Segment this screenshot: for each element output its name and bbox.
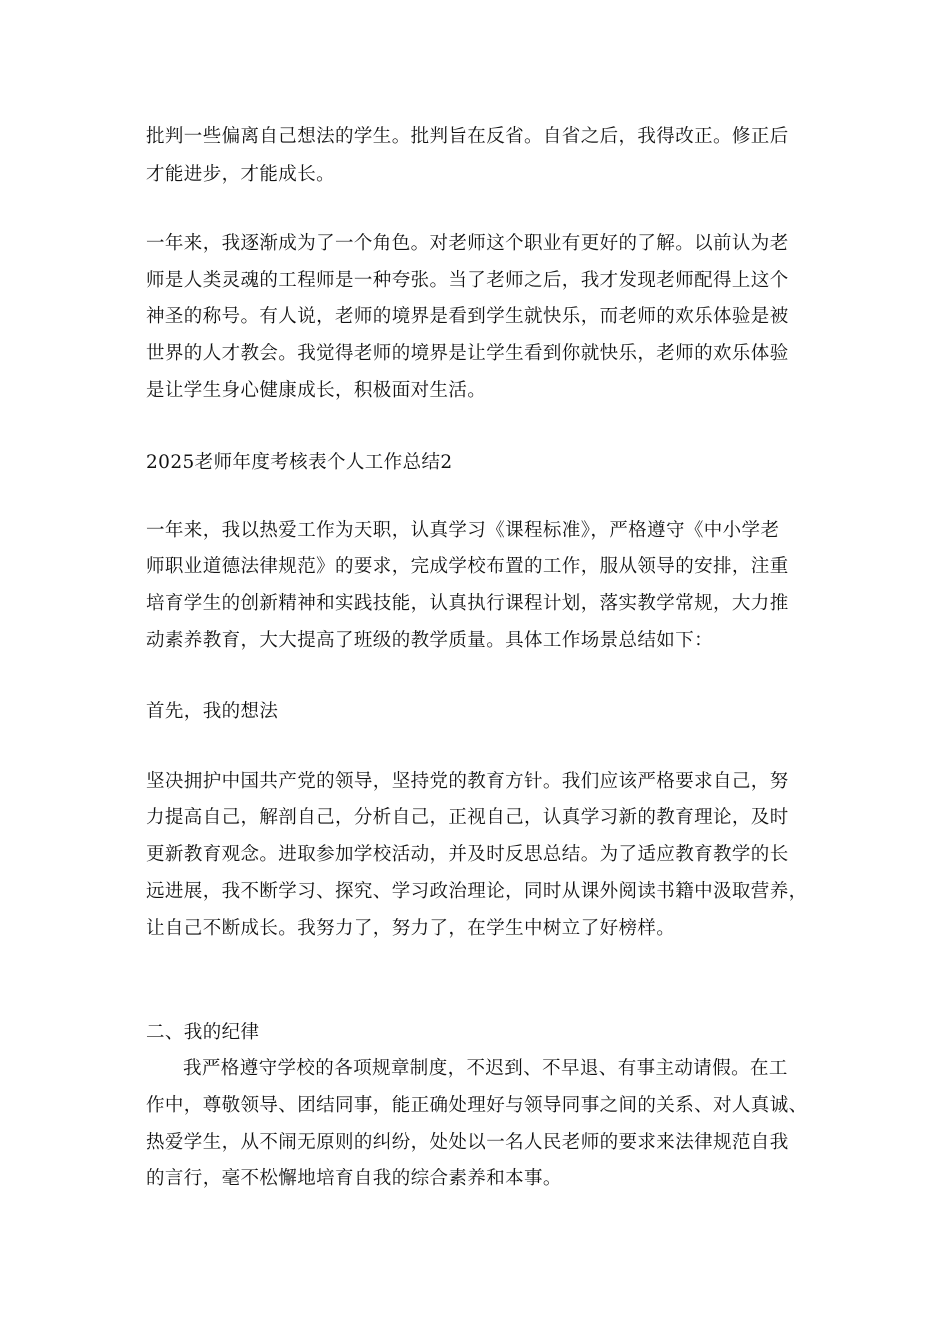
text-line: 一年来，我逐渐成为了一个角色。对老师这个职业有更好的了解。以前认为老 (146, 233, 789, 254)
text-line: 一年来，我以热爱工作为天职，认真学习《课程标准》，严格遵守《中小学老 (146, 520, 780, 541)
text-line: 是让学生身心健康成长，积极面对生活。 (146, 380, 487, 401)
text-line: 世界的人才教会。我觉得老师的境界是让学生看到你就快乐，老师的欢乐体验 (146, 343, 789, 364)
text-line: 更新教育观念。进取参加学校活动，并及时反思总结。为了适应教育教学的长 (146, 844, 789, 865)
text-line: 师是人类灵魂的工程师是一种夸张。当了老师之后，我才发现老师配得上这个 (146, 270, 789, 291)
text-line: 力提高自己，解剖自己，分析自己，正视自己，认真学习新的教育理论，及时 (146, 807, 789, 828)
text-line: 热爱学生，从不闹无原则的纠纷，处处以一名人民老师的要求来法律规范自我 (146, 1132, 789, 1153)
text-line: 师职业道德法律规范》的要求，完成学校布置的工作，服从领导的安排，注重 (146, 556, 789, 577)
text-line: 的言行，毫不松懈地培育自我的综合素养和本事。 (146, 1168, 562, 1189)
subsection-title: 首先，我的想法 (146, 701, 279, 722)
section-heading: 2025老师年度考核表个人工作总结2 (146, 452, 453, 473)
text-line: 动素养教育，大大提高了班级的教学质量。具体工作场景总结如下： (146, 630, 714, 651)
text-line: 培育学生的创新精神和实践技能，认真执行课程计划，落实教学常规，大力推 (146, 593, 789, 614)
text-line: 作中，尊敬领导、团结同事，能正确处理好与领导同事之间的关系、对人真诚、 (146, 1095, 808, 1116)
text-line: 批判一些偏离自己想法的学生。批判旨在反省。自省之后，我得改正。修正后 (146, 126, 789, 147)
text-line: 才能进步，才能成长。 (146, 164, 336, 185)
text-line: 坚决拥护中国共产党的领导，坚持党的教育方针。我们应该严格要求自己，努 (146, 771, 789, 792)
text-line: 远进展，我不断学习、探究、学习政治理论，同时从课外阅读书籍中汲取营养， (146, 881, 808, 902)
text-line: 让自己不断成长。我努力了，努力了，在学生中树立了好榜样。 (146, 918, 676, 939)
subsection-title: 二、我的纪律 (146, 1022, 260, 1043)
text-line: 神圣的称号。有人说，老师的境界是看到学生就快乐，而老师的欢乐体验是被 (146, 306, 789, 327)
text-line: 我严格遵守学校的各项规章制度，不迟到、不早退、有事主动请假。在工 (183, 1058, 788, 1079)
